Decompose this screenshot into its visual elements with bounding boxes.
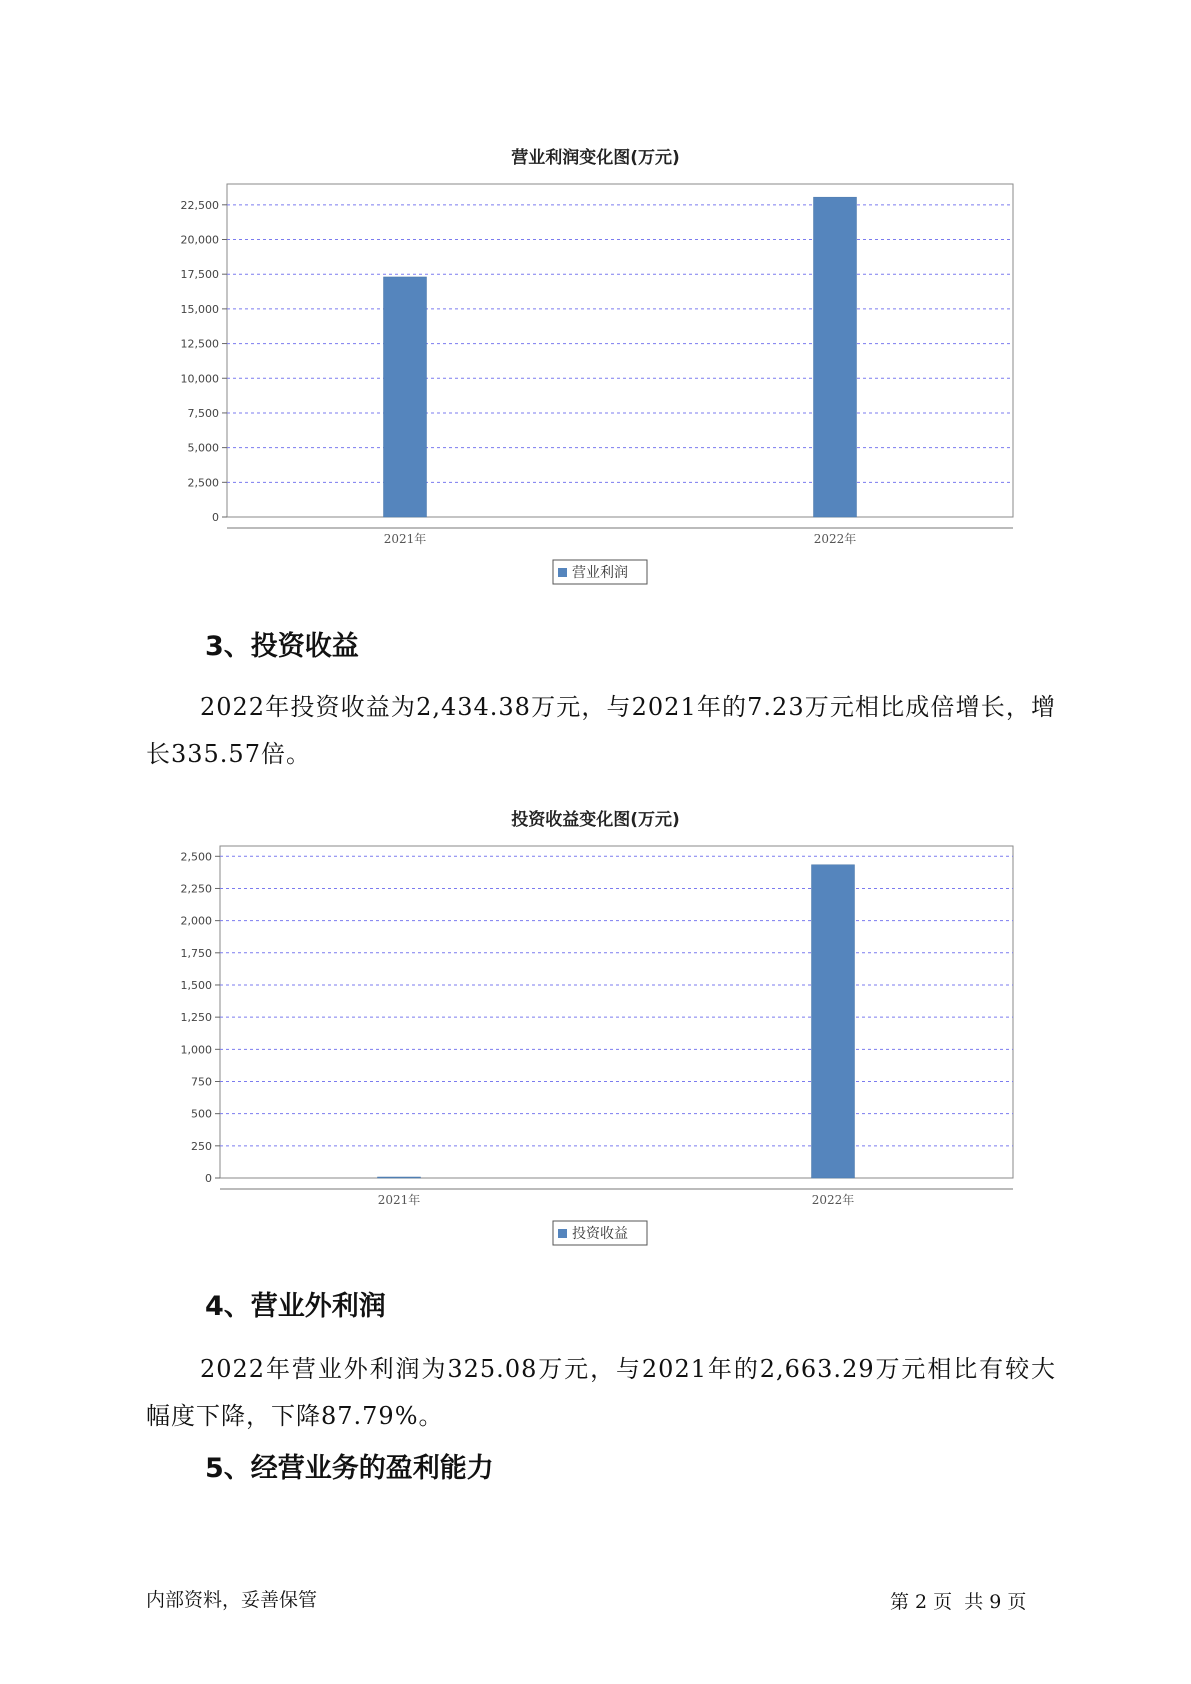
operating-profit-y-tick-label: 15,000 xyxy=(180,302,219,316)
investment-income-y-tick-label: 500 xyxy=(191,1107,212,1121)
investment-income-legend-swatch xyxy=(558,1229,567,1238)
operating-profit-y-tick-label: 12,500 xyxy=(180,337,219,351)
operating-profit-bar-chart xyxy=(0,170,1191,590)
operating-profit-plot-area xyxy=(227,184,1013,517)
operating-profit-x-tick-label: 2022年 xyxy=(813,532,857,546)
section-heading-non-operating-profit: 4、营业外利润 xyxy=(205,1291,386,1322)
investment-income-plot-area xyxy=(220,846,1013,1178)
investment-income-bar-2021年 xyxy=(378,1177,421,1178)
operating-profit-y-tick-label: 10,000 xyxy=(180,372,219,386)
investment-income-y-tick-label: 2,250 xyxy=(180,882,212,896)
paragraph-investment-income: 2022年投资收益为2,434.38万元，与2021年的7.23万元相比成倍增长，增长335.57倍。 xyxy=(146,693,1056,768)
operating-profit-y-tick-label: 17,500 xyxy=(180,268,219,282)
footer-page-number: 第 2 页 共 9 页 xyxy=(890,1591,1027,1613)
operating-profit-bar-2021年 xyxy=(384,277,427,517)
operating-profit-x-tick-label: 2021年 xyxy=(383,532,427,546)
investment-income-y-tick-label: 1,500 xyxy=(180,978,212,992)
operating-profit-y-tick-label: 0 xyxy=(212,511,219,524)
investment-income-y-tick-label: 750 xyxy=(191,1075,212,1089)
investment-income-x-tick-label: 2022年 xyxy=(811,1193,855,1207)
paragraph-non-operating-profit: 2022年营业外利润为325.08万元，与2021年的2,663.29万元相比有较大幅度下降，下降87.79%。 xyxy=(146,1355,1056,1430)
investment-income-y-tick-label: 1,250 xyxy=(180,1011,212,1025)
operating-profit-legend-swatch xyxy=(558,568,567,577)
investment-income-y-tick-label: 1,750 xyxy=(180,946,212,960)
investment-income-y-tick-label: 2,000 xyxy=(180,914,212,928)
investment-income-y-tick-label: 250 xyxy=(191,1139,212,1153)
operating-profit-y-tick-label: 7,500 xyxy=(187,406,219,420)
operating-profit-y-tick-label: 20,000 xyxy=(180,233,219,247)
operating-profit-bar-2022年 xyxy=(814,197,857,517)
investment-income-y-tick-label: 0 xyxy=(205,1172,212,1185)
investment-income-legend-label: 投资收益 xyxy=(572,1226,628,1242)
chart-title-operating-profit: 营业利润变化图(万元) xyxy=(511,148,680,168)
section-heading-investment-income: 3、投资收益 xyxy=(205,631,359,662)
operating-profit-y-tick-label: 5,000 xyxy=(187,441,219,455)
section-heading-operating-profitability: 5、经营业务的盈利能力 xyxy=(205,1453,494,1484)
investment-income-y-tick-label: 1,000 xyxy=(180,1043,212,1057)
chart-title-investment-income: 投资收益变化图(万元) xyxy=(511,810,680,830)
operating-profit-y-tick-label: 22,500 xyxy=(180,198,219,212)
investment-income-bar-chart xyxy=(0,830,1191,1250)
investment-income-x-tick-label: 2021年 xyxy=(377,1193,421,1207)
investment-income-y-tick-label: 2,500 xyxy=(180,850,212,864)
operating-profit-y-tick-label: 2,500 xyxy=(187,476,219,490)
investment-income-bar-2022年 xyxy=(812,865,855,1178)
operating-profit-legend-label: 营业利润 xyxy=(572,565,628,581)
footer-confidential-note: 内部资料，妥善保管 xyxy=(146,1589,318,1611)
